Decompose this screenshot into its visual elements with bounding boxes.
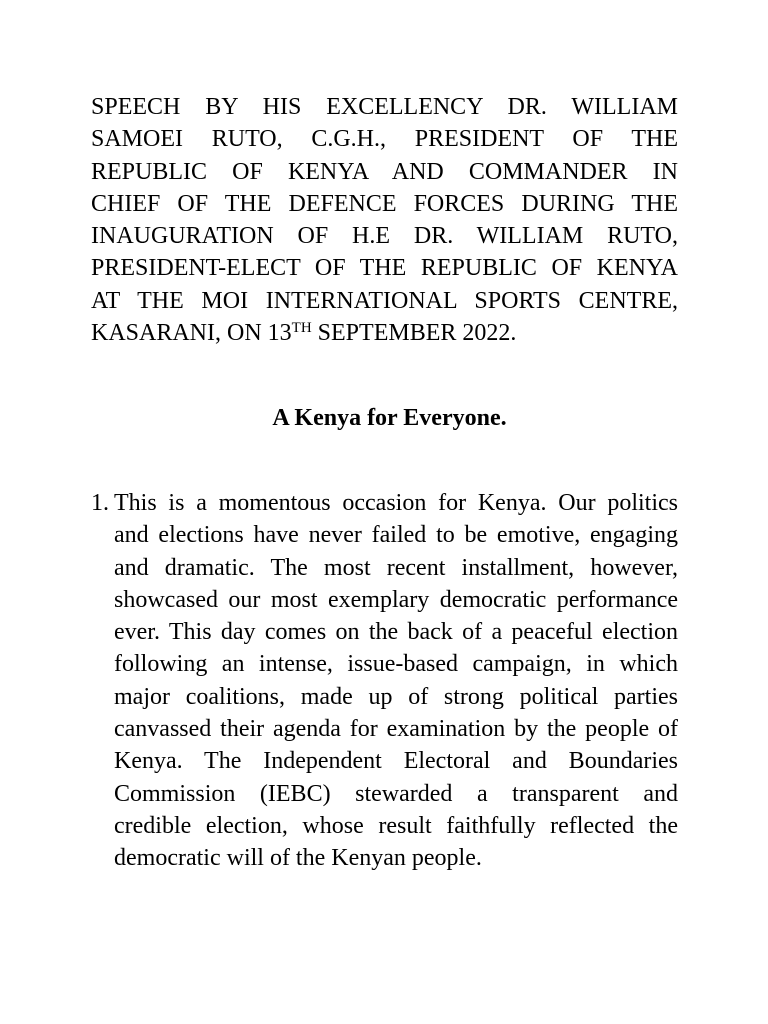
paragraph-line: following an intense, issue-based campaign, in which bbox=[114, 651, 678, 678]
paragraph-body bbox=[114, 487, 678, 875]
paragraph-line: and dramatic. The most recent installment, however, bbox=[114, 554, 678, 581]
paragraph-line: canvassed their agenda for examination by the people of bbox=[114, 716, 678, 743]
heading-date-superscript: TH bbox=[291, 320, 312, 337]
paragraph-number: 1. bbox=[91, 490, 109, 516]
heading-line: REPUBLIC OF KENYA AND COMMANDER IN bbox=[91, 158, 678, 185]
heading-line: CHIEF OF THE DEFENCE FORCES DURING THE bbox=[91, 190, 678, 217]
paragraph-line: showcased our most exemplary democratic performance bbox=[114, 586, 678, 613]
paragraph-1 bbox=[91, 487, 678, 875]
heading-date-suffix: SEPTEMBER 2022. bbox=[311, 320, 517, 347]
heading-date-prefix: KASARANI, ON 13 bbox=[91, 320, 292, 347]
paragraph-line: Commission (IEBC) stewarded a transparent and bbox=[114, 780, 678, 807]
heading-line: INAUGURATION OF H.E DR. WILLIAM RUTO, bbox=[91, 223, 678, 250]
heading-line: SPEECH BY HIS EXCELLENCY DR. WILLIAM bbox=[91, 94, 678, 120]
speech-heading bbox=[91, 91, 678, 349]
speech-subtitle: A Kenya for Everyone. bbox=[272, 405, 507, 431]
paragraph-line: Kenya. The Independent Electoral and Boundaries bbox=[114, 748, 678, 775]
paragraph-line: and elections have never failed to be emotive, engaging bbox=[114, 522, 678, 549]
paragraph-line: ever. This day comes on the back of a peaceful election bbox=[114, 619, 678, 646]
heading-line: PRESIDENT-ELECT OF THE REPUBLIC OF KENYA bbox=[91, 255, 678, 282]
paragraph-line: democratic will of the Kenyan people. bbox=[114, 845, 482, 872]
paragraph-line: credible election, whose result faithfully reflected the bbox=[114, 812, 678, 839]
paragraph-line: This is a momentous occasion for Kenya. Our politics bbox=[114, 490, 678, 516]
heading-line: AT THE MOI INTERNATIONAL SPORTS CENTRE, bbox=[91, 287, 678, 314]
heading-line: SAMOEI RUTO, C.G.H., PRESIDENT OF THE bbox=[91, 126, 678, 153]
heading-line-date bbox=[91, 317, 678, 349]
paragraph-line: major coalitions, made up of strong political parties bbox=[114, 683, 678, 710]
